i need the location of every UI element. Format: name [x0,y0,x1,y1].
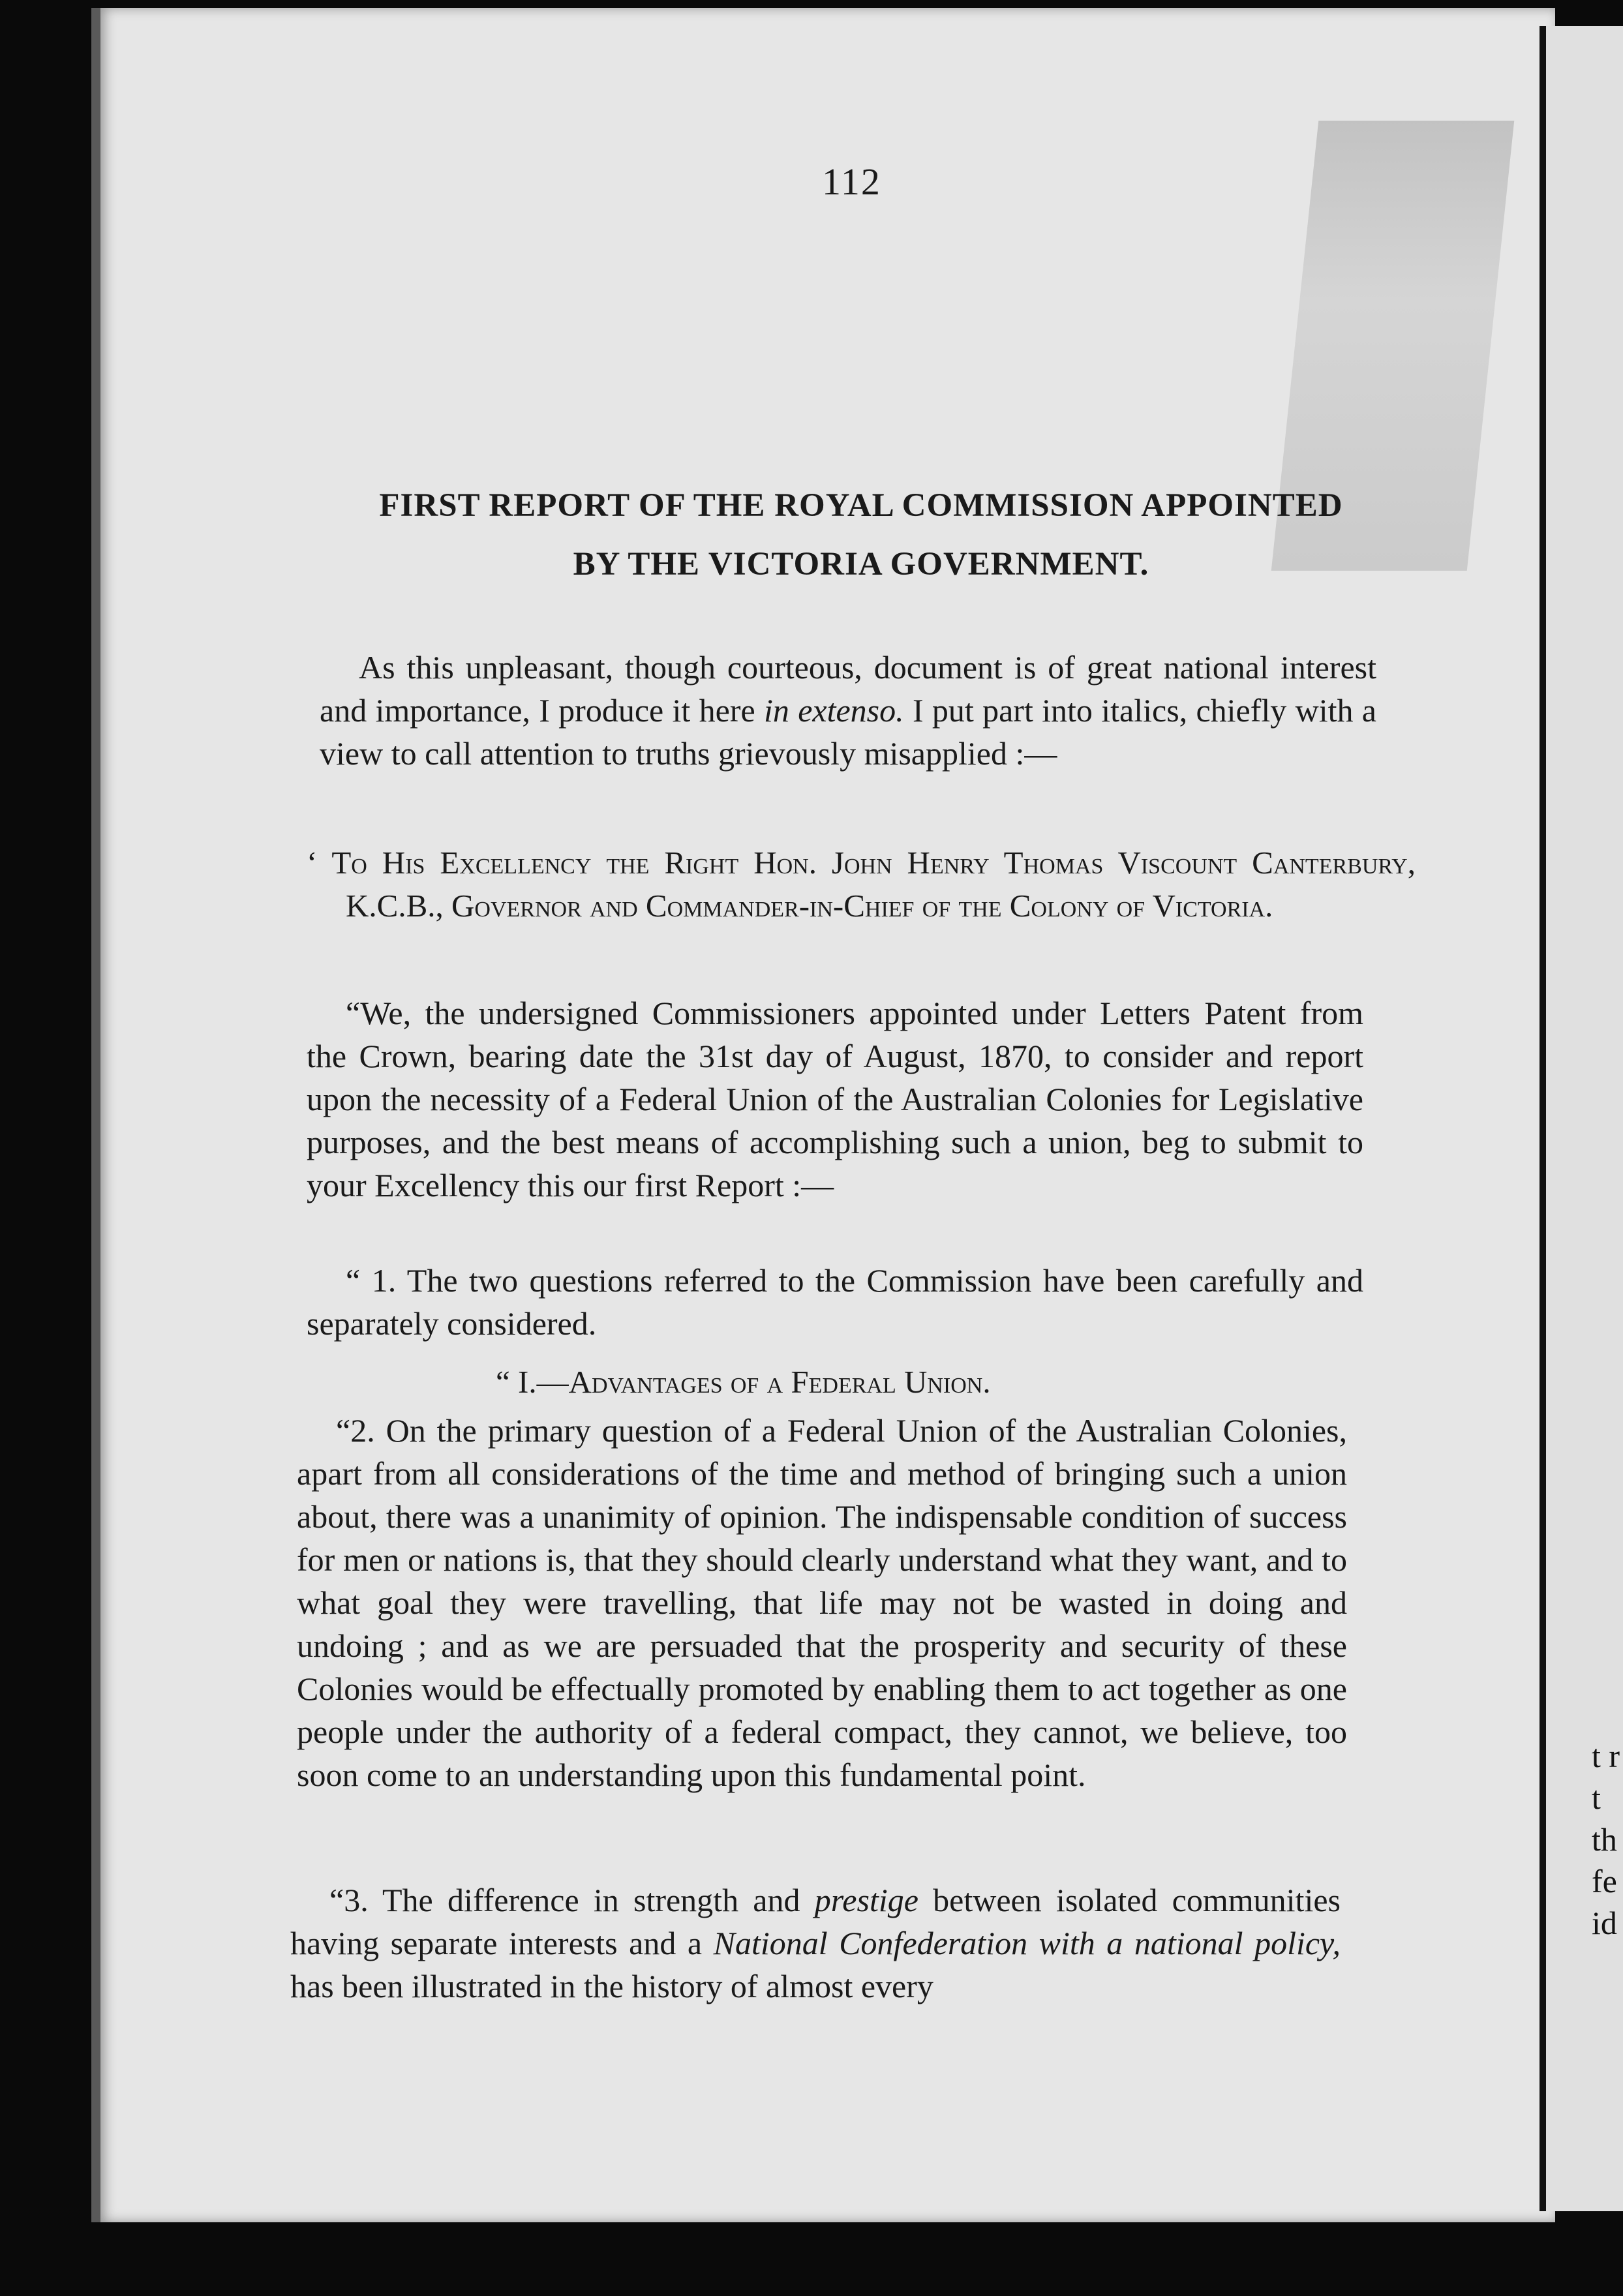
item3-text-1: “3. The difference in strength and [329,1882,815,1918]
item3-italic-1: prestige [814,1882,918,1918]
section-heading: “ I.—Advantages of a Federal Union. [496,1364,991,1400]
item-3-paragraph [290,1879,1341,2008]
facing-page-fragment: t r t th fe id [1592,1738,1620,1941]
report-title [326,476,1396,594]
address-paragraph: ‘ To His Excellency the Right Hon. John Henry Thomas Viscount Canterbury, K.C.B., Governor and Commander-in-Chief of the Colony of Victoria. [307,845,1416,924]
commissioners-paragraph: “We, the undersigned Commissioners appointed under Letters Patent from the Crown, bearing date the 31st day of August, 1870, to consider and report upon the necessity of a Federal Union of the Australian Colonies for Legislative purposes, and the best means of accomplishing such a union, beg to submit to your Excellency this our first Report :— [307,995,1363,1203]
intro-paragraph [320,646,1376,775]
page-number: 112 [822,160,881,203]
intro-text-1: As this unpleasant, though courteous, document is of great national interest and importance, I produce it here [320,649,1376,729]
intro-text-2: I put part into italics, chiefly with a view to call attention to truths grievously misapplied :— [320,692,1376,772]
title-line-1: FIRST REPORT OF THE ROYAL COMMISSION APPOINTED [379,487,1343,524]
intro-italic: in extenso. [763,692,904,729]
item-2-paragraph: “2. On the primary question of a Federal Union of the Australian Colonies, apart from all considerations of the time and method of bringing such a union about, there was a unanimity of opinion. The indispensable condition of success for men or nations is, that they should clearly understand what they want, and to what goal they were travelling, that life may not be wasted in doing and undoing ; and as we are persuaded that the prosperity and security of these Colonies would be effectually promoted by enabling them to act together as one people under the authority of a federal compact, they cannot, we believe, too soon come to an understanding upon this fundamental point. [297,1412,1347,1793]
item3-text-2: between isolated communities having separate interests and a [290,1882,1341,1961]
item-1-paragraph: “ 1. The two questions referred to the Commission have been carefully and separately considered. [307,1262,1363,1342]
item3-italic-2: National Confederation with a national policy, [713,1925,1341,1961]
item3-text-3: has been illustrated in the history of almost every [290,1968,933,2004]
title-line-2: BY THE VICTORIA GOVERNMENT. [573,546,1149,582]
